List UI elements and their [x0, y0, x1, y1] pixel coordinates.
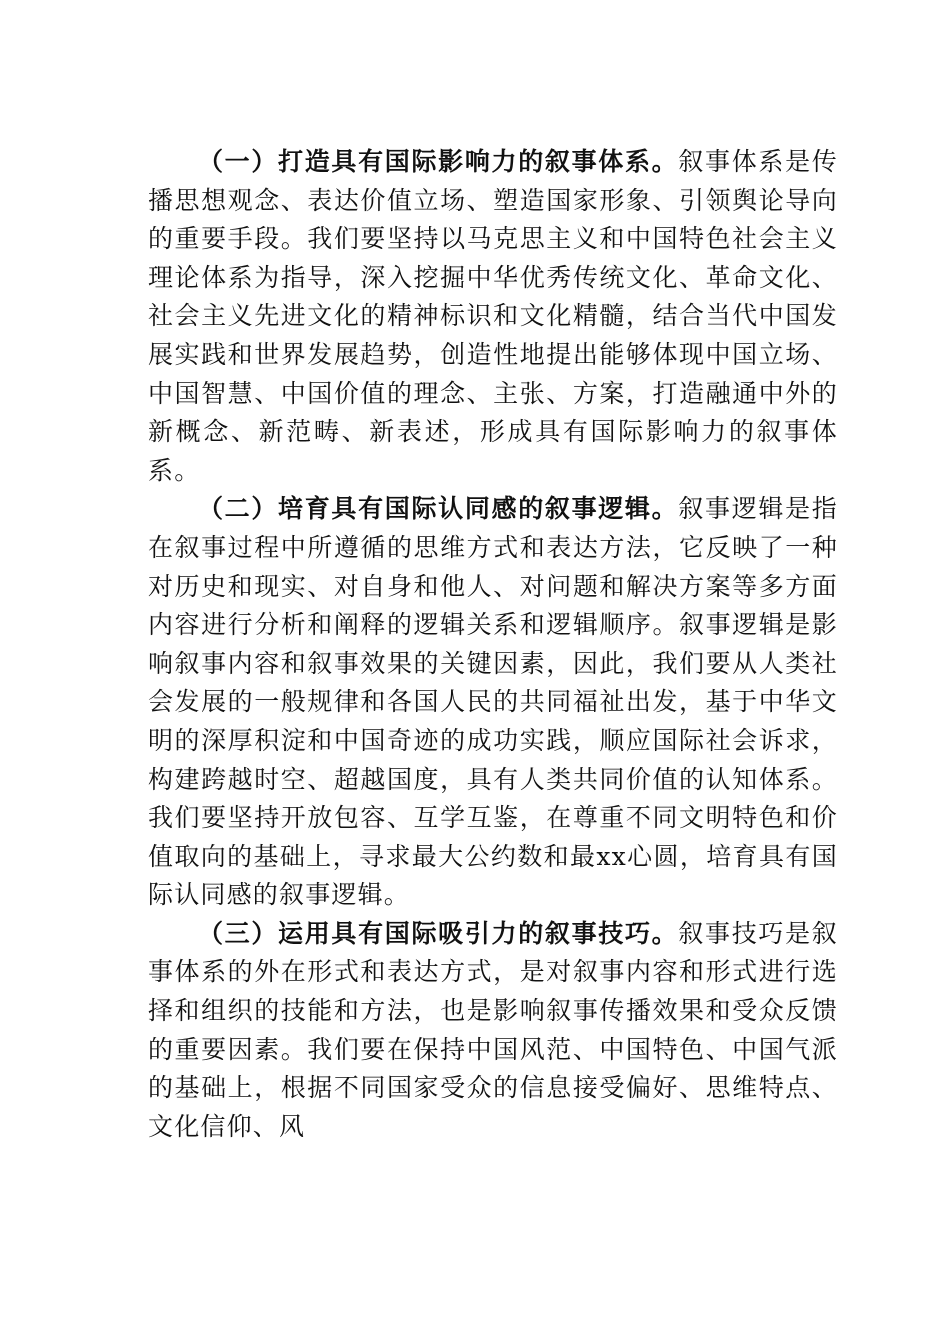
- paragraph-1-body: 叙事体系是传播思想观念、表达价值立场、塑造国家形象、引领舆论导向的重要手段。我们要坚持以马克思主义和中国特色社会主义理论体系为指导，深入挖掘中华优秀传统文化、革命文化、社会主义先进文化的精神标识和文化精髓，结合当代中国发展实践和世界发展趋势，创造性地提出能够体现中国立场、中国智慧、中国价值的理念、主张、方案，打造融通中外的新概念、新范畴、新表述，形成具有国际影响力的叙事体系。: [148, 147, 838, 485]
- paragraph-3-heading: （三）运用具有国际吸引力的叙事技巧。: [198, 918, 679, 948]
- paragraph-2-body: 叙事逻辑是指在叙事过程中所遵循的思维方式和表达方法，它反映了一种对历史和现实、对自身和他人、对问题和解决方案等多方面内容进行分析和阐释的逻辑关系和逻辑顺序。叙事逻辑是影响叙事内容和叙事效果的关键因素，因此，我们要从人类社会发展的一般规律和各国人民的共同福祉出发，基于中华文明的深厚积淀和中国奇迹的成功实践，顺应国际社会诉求，构建跨越时空、超越国度，具有人类共同价值的认知体系。我们要坚持开放包容、互学互鉴，在尊重不同文明特色和价值取向的基础上，寻求最大公约数和最xx心圆，培育具有国际认同感的叙事逻辑。: [148, 494, 838, 910]
- document-page: [148, 143, 838, 1146]
- paragraph-1: [148, 143, 838, 490]
- paragraph-1-heading: （一）打造具有国际影响力的叙事体系。: [198, 147, 679, 176]
- paragraph-2: [148, 490, 838, 915]
- paragraph-3: [148, 915, 838, 1147]
- paragraph-2-heading: （二）培育具有国际认同感的叙事逻辑。: [198, 494, 679, 524]
- paragraph-3-body: 叙事技巧是叙事体系的外在形式和表达方式，是对叙事内容和形式进行选择和组织的技能和方法，也是影响叙事传播效果和受众反馈的重要因素。我们要在保持中国风范、中国特色、中国气派的基础上，根据不同国家受众的信息接受偏好、思维特点、文化信仰、风: [148, 918, 838, 1141]
